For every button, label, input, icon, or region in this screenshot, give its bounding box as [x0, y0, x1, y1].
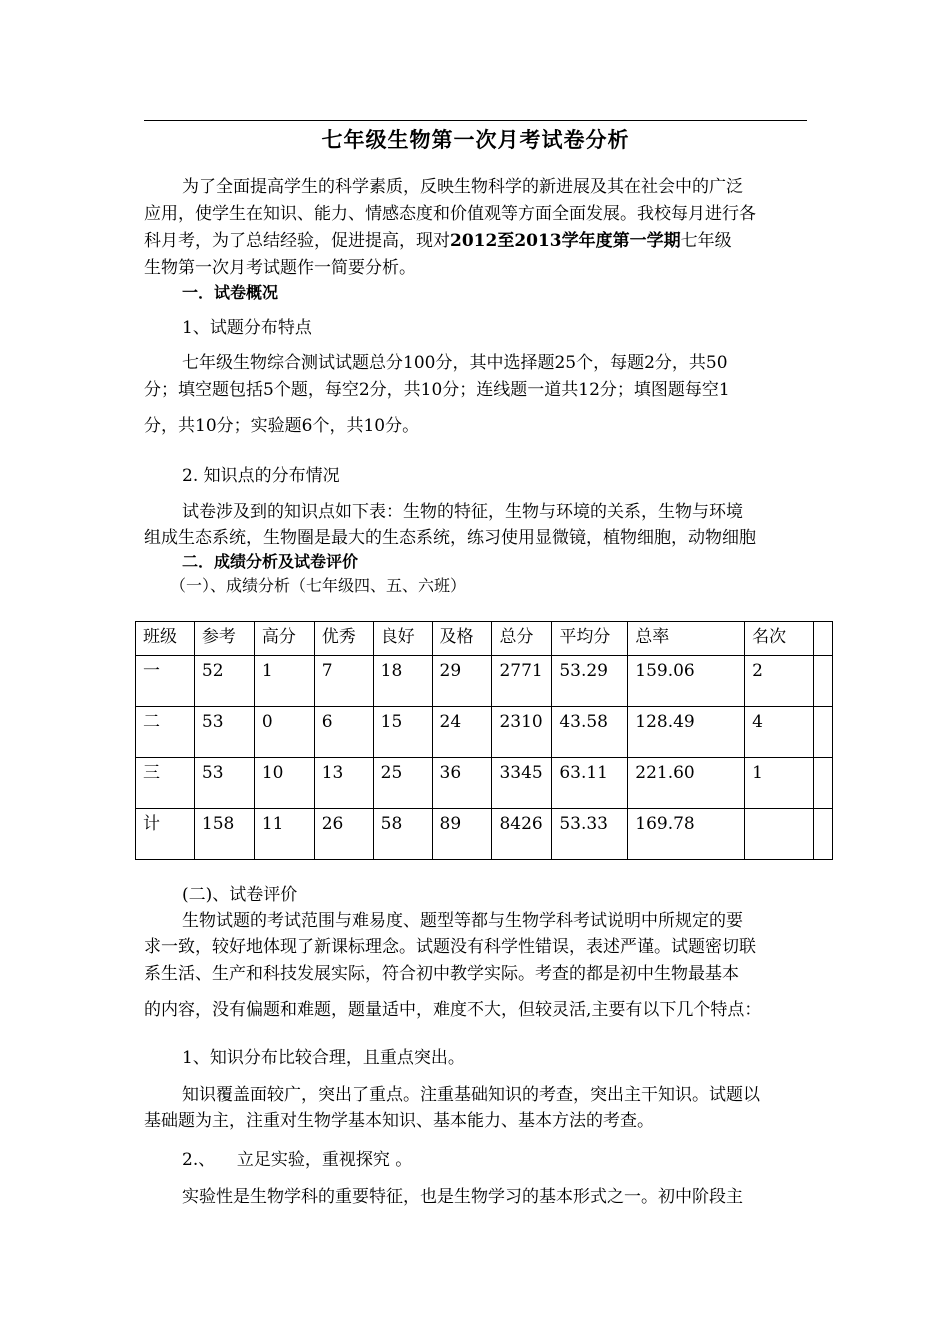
table-cell: 43.58 [552, 707, 628, 758]
table-cell: 52 [194, 656, 254, 707]
table-cell: 1 [745, 758, 814, 809]
intro-line-3 [144, 227, 808, 255]
section-1-p1-line-2: 分；填空题包括5个题，每空2分，共10分；连线题一道共12分；填图题每空1 [144, 380, 730, 400]
intro-line-3-tail: 七年级 [680, 231, 732, 251]
section-2-heading: 二．成绩分析及试卷评价 [182, 552, 359, 571]
evaluation-p3-line-1: 实验性是生物学科的重要特征，也是生物学习的基本形式之一。初中阶段主 [182, 1187, 743, 1207]
table-cell: 36 [432, 758, 492, 809]
intro-bold-term: 2012至2013学年度第一学期 [450, 231, 681, 251]
intro-line-4: 生物第一次月考试题作一简要分析。 [144, 258, 416, 278]
table-cell: 24 [432, 707, 492, 758]
table-header-cell: 高分 [254, 622, 314, 656]
intro-line-2: 应用，使学生在知识、能力、情感态度和价值观等方面全面发展。我校每月进行各 [144, 204, 756, 224]
table-cell: 2 [745, 656, 814, 707]
table-cell: 6 [314, 707, 373, 758]
table-cell: 158 [194, 809, 254, 860]
table-cell: 计 [136, 809, 195, 860]
table-cell: 128.49 [628, 707, 745, 758]
table-header-cell: 良好 [373, 622, 432, 656]
table-cell [813, 656, 832, 707]
table-header-row [136, 622, 833, 656]
section-1-p2-line-2: 组成生态系统，生物圈是最大的生态系统，练习使用显微镜，植物细胞，动物细胞 [144, 528, 756, 548]
evaluation-p1-line-3: 系生活、生产和科技发展实际，符合初中教学实际。考查的都是初中生物最基本 [144, 964, 739, 984]
table-header-cell: 参考 [194, 622, 254, 656]
table-cell: 15 [373, 707, 432, 758]
table-header-cell [813, 622, 832, 656]
table-cell: 二 [136, 707, 195, 758]
section-2-sub-1: （一）、成绩分析（七年级四、五、六班） [170, 576, 467, 595]
section-1-p1-line-3: 分，共10分；实验题6个，共10分。 [144, 416, 420, 436]
intro-line-3-text: 科月考，为了总结经验，促进提高，现对 [144, 231, 450, 251]
table-cell [813, 758, 832, 809]
evaluation-p1-line-2: 求一致，较好地体现了新课标理念。试题没有科学性错误，表述严谨。试题密切联 [144, 937, 756, 957]
table-header-cell: 平均分 [552, 622, 628, 656]
table-row [136, 809, 833, 860]
header-rule [144, 120, 807, 121]
table-cell: 4 [745, 707, 814, 758]
table-cell: 13 [314, 758, 373, 809]
table-header-cell: 优秀 [314, 622, 373, 656]
evaluation-point-2: 2.、 立足实验，重视探究 。 [182, 1150, 413, 1170]
table-row [136, 656, 833, 707]
table-cell [745, 809, 814, 860]
intro-line-1: 为了全面提高学生的科学素质，反映生物科学的新进展及其在社会中的广泛 [182, 177, 743, 197]
table-header-cell: 总分 [492, 622, 552, 656]
table-cell: 一 [136, 656, 195, 707]
evaluation-point-1: 1、知识分布比较合理，且重点突出。 [182, 1048, 465, 1068]
table-cell: 0 [254, 707, 314, 758]
table-cell: 89 [432, 809, 492, 860]
section-1-p1-line-1: 七年级生物综合测试试题总分100分，其中选择题25个，每题2分，共50 [182, 353, 728, 373]
table-row [136, 758, 833, 809]
table-header-cell: 及格 [432, 622, 492, 656]
table-cell: 53.29 [552, 656, 628, 707]
table-cell: 三 [136, 758, 195, 809]
section-1-sub-2: 2. 知识点的分布情况 [182, 466, 340, 486]
table-cell: 11 [254, 809, 314, 860]
table-cell: 53.33 [552, 809, 628, 860]
table-cell: 1 [254, 656, 314, 707]
table-cell: 7 [314, 656, 373, 707]
page-title: 七年级生物第一次月考试卷分析 [321, 127, 630, 152]
table-cell: 10 [254, 758, 314, 809]
evaluation-sub: (二)、试卷评价 [182, 885, 298, 905]
table-cell: 3345 [492, 758, 552, 809]
evaluation-p1-line-1: 生物试题的考试范围与难易度、题型等都与生物学科考试说明中所规定的要 [182, 911, 743, 931]
table-cell: 53 [194, 707, 254, 758]
table-cell: 58 [373, 809, 432, 860]
table-cell: 169.78 [628, 809, 745, 860]
table-cell: 63.11 [552, 758, 628, 809]
table-cell: 221.60 [628, 758, 745, 809]
table-row [136, 707, 833, 758]
table-header-cell: 总率 [628, 622, 745, 656]
evaluation-p1-line-4: 的内容，没有偏题和难题，题量适中，难度不大，但较灵活,主要有以下几个特点： [144, 1000, 762, 1020]
table-cell: 53 [194, 758, 254, 809]
table-cell: 2310 [492, 707, 552, 758]
table-header-cell: 班级 [136, 622, 195, 656]
section-1-sub-1: 1、试题分布特点 [182, 318, 312, 338]
table-cell: 25 [373, 758, 432, 809]
table-cell: 18 [373, 656, 432, 707]
evaluation-p2-line-1: 知识覆盖面较广，突出了重点。注重基础知识的考查，突出主干知识。试题以 [182, 1085, 760, 1105]
table-cell [813, 809, 832, 860]
table-cell: 8426 [492, 809, 552, 860]
evaluation-p2-line-2: 基础题为主，注重对生物学基本知识、基本能力、基本方法的考查。 [144, 1111, 654, 1131]
table-cell: 159.06 [628, 656, 745, 707]
section-1-heading: 一．试卷概况 [182, 283, 279, 302]
score-table [135, 621, 833, 860]
section-1-p2-line-1: 试卷涉及到的知识点如下表：生物的特征，生物与环境的关系，生物与环境 [182, 502, 743, 522]
table-cell [813, 707, 832, 758]
table-cell: 26 [314, 809, 373, 860]
table-cell: 29 [432, 656, 492, 707]
table-header-cell: 名次 [745, 622, 814, 656]
table-cell: 2771 [492, 656, 552, 707]
